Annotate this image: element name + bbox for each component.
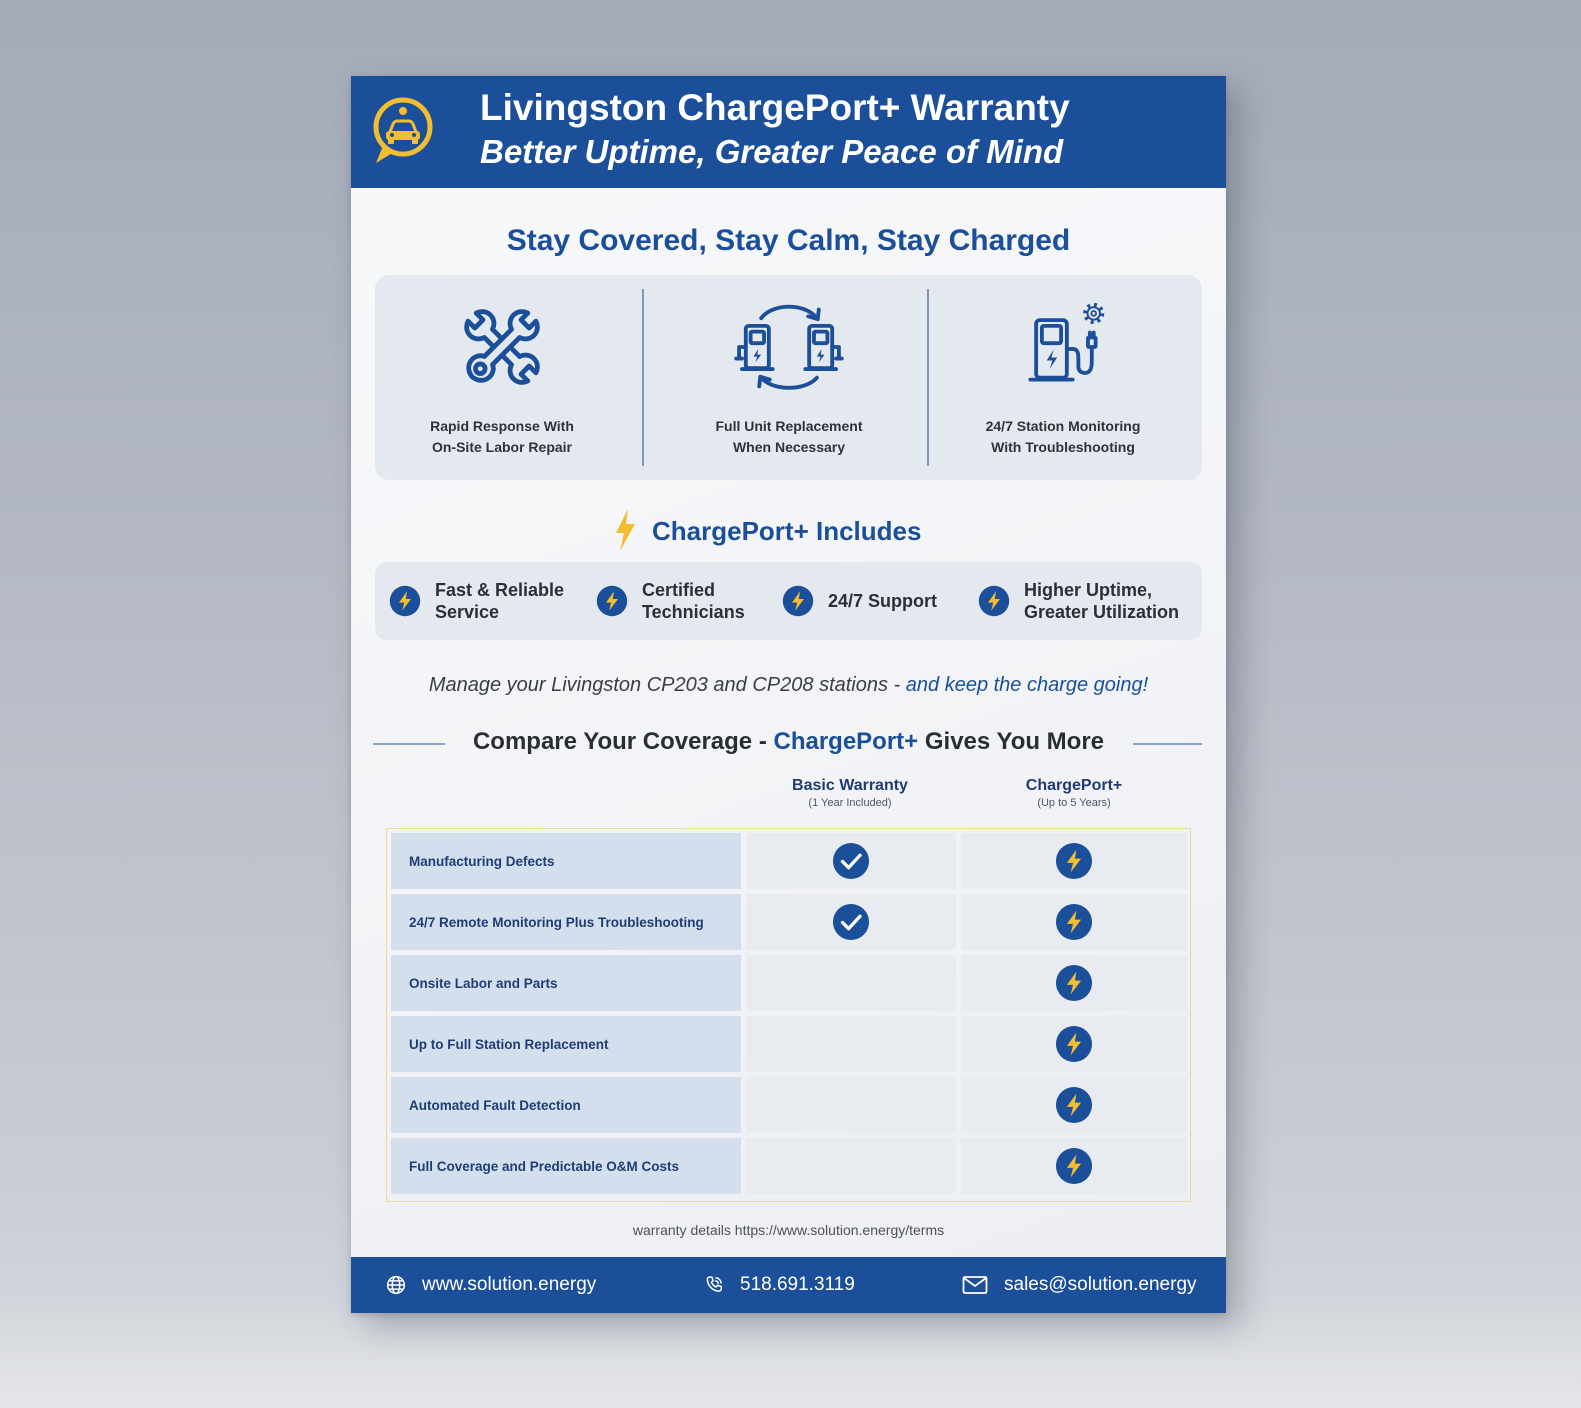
charger-gear-icon [1015,299,1111,395]
row-label: Up to Full Station Replacement [391,1016,741,1072]
basic-cell [746,1138,956,1194]
compare-title [351,726,1226,758]
feature-label: 24/7 Station Monitoring With Troubleshooting [985,418,1141,455]
basic-cell [746,955,956,1011]
compare-title-end: Gives You More [918,728,1105,755]
chargeport-cell [961,833,1187,889]
manage-text: Manage your Livingston CP203 and CP208 stations - [428,674,906,696]
header-band [351,76,1226,188]
coverage-table [386,828,1191,1202]
column-name: ChargePort+ [1025,777,1123,794]
chargeport-cell [961,1138,1187,1194]
tagline: Stay Covered, Stay Calm, Stay Charged [506,224,1071,257]
bolt-circle-icon [1055,842,1093,880]
basic-cell [746,1077,956,1133]
includes-item [596,562,745,640]
row-label: Automated Fault Detection [391,1077,741,1133]
footer-email: sales@solution.energy [1004,1274,1197,1295]
chargeport-cell [961,955,1187,1011]
globe-icon [386,1275,406,1295]
warranty-terms: warranty details https://www.solution.energy/terms [632,1222,945,1238]
bolt-circle-icon [782,585,814,617]
column-header-chargeport [974,776,1174,810]
check-circle-icon [832,842,870,880]
flyer-subtitle: Better Uptime, Greater Peace of Mind [480,133,1064,170]
chargeport-cell [961,894,1187,950]
footer-phone: 518.691.3119 [740,1274,855,1295]
feature-label: Full Unit Replacement When Necessary [715,418,863,455]
bolt-circle-icon [389,585,421,617]
includes-item-label: Fast & Reliable Service [435,580,565,622]
includes-item [782,562,937,640]
feature-label: Rapid Response With On-Site Labor Repair [430,418,574,455]
compare-title-highlight: ChargePort+ [773,728,919,755]
includes-item [978,562,1179,640]
column-name: Basic Warranty [792,777,908,794]
basic-cell [746,1016,956,1072]
compare-title-start: Compare Your Coverage - [472,728,774,755]
feature-station-monitoring [928,275,1198,480]
includes-item-label: Certified Technicians [642,580,745,622]
row-label: 24/7 Remote Monitoring Plus Troubleshooting [391,894,741,950]
phone-icon [704,1275,724,1295]
basic-cell [746,833,956,889]
flyer-title: Livingston ChargePort+ Warranty [480,87,1070,128]
manage-highlight: and keep the charge going! [905,674,1149,696]
includes-title: ChargePort+ Includes [652,516,922,546]
row-label: Manufacturing Defects [391,833,741,889]
includes-bar [375,562,1202,640]
mail-icon [962,1275,988,1295]
includes-item-label: Higher Uptime, Greater Utilization [1024,580,1180,622]
bolt-circle-icon [1055,1025,1093,1063]
bolt-circle-icon [1055,1147,1093,1185]
feature-unit-replacement [649,275,929,480]
chargeport-cell [961,1077,1187,1133]
basic-cell [746,894,956,950]
lightning-icon [613,509,637,551]
bolt-circle-icon [978,585,1010,617]
bolt-circle-icon [1055,1086,1093,1124]
charger-swap-icon [725,299,853,395]
tools-icon [454,299,550,395]
column-note: (1 Year Included) [808,797,892,809]
row-label: Onsite Labor and Parts [391,955,741,1011]
feature-onsite-repair [375,275,629,480]
bolt-circle-icon [596,585,628,617]
footer-website: www.solution.energy [422,1274,597,1295]
check-circle-icon [832,903,870,941]
chargeport-cell [961,1016,1187,1072]
manage-stations-text [351,671,1226,699]
feature-divider [642,289,644,466]
includes-item-label: 24/7 Support [828,591,938,611]
car-chat-logo-icon [371,96,435,166]
warranty-flyer [351,76,1226,1313]
footer-band [351,1257,1226,1313]
includes-item [389,562,564,640]
bolt-circle-icon [1055,964,1093,1002]
column-header-basic [750,776,950,810]
row-label: Full Coverage and Predictable O&M Costs [391,1138,741,1194]
column-note: (Up to 5 Years) [1037,797,1111,809]
bolt-circle-icon [1055,903,1093,941]
features-panel [375,275,1202,480]
